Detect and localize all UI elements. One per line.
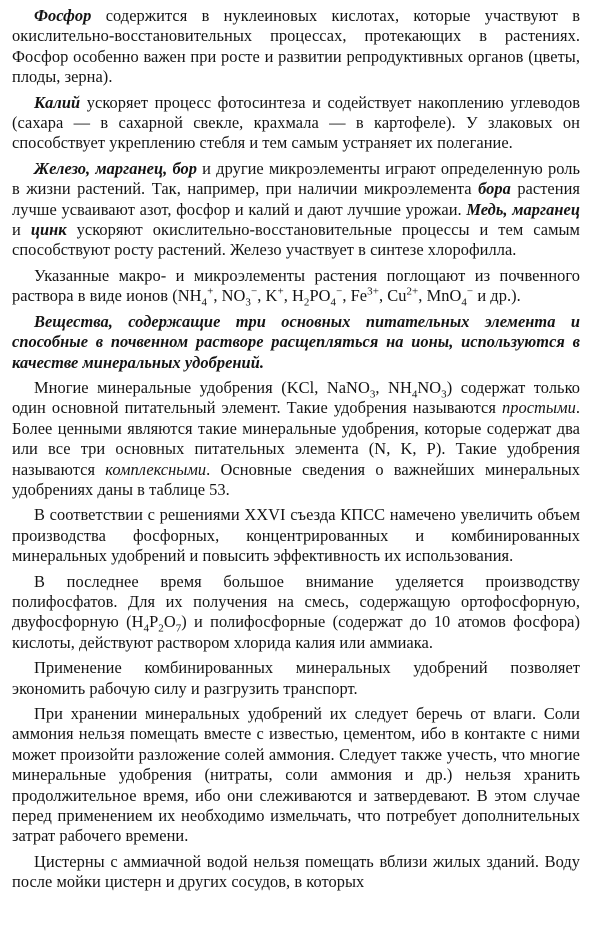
text-run: , Fe — [342, 286, 368, 306]
paragraph-p2 — [12, 93, 580, 154]
text-run: В последнее время большое внимание уделяется производству полифосфатов. Для их получения на смесь, содержащую ортофосфорную, двуфосфорную (H — [12, 571, 580, 632]
text-run-em: цинк — [30, 220, 67, 240]
text-run-sub: 4 — [411, 388, 418, 401]
text-run-em: Калий — [34, 92, 81, 112]
text-run-it: простыми — [501, 398, 576, 418]
text-run-it: комплексными — [105, 459, 207, 479]
text-run: и — [12, 220, 31, 240]
paragraph-p6 — [12, 378, 580, 500]
text-run: , MnO — [418, 286, 462, 306]
paragraph-p10 — [12, 704, 580, 847]
text-run-em: бора — [478, 179, 511, 199]
text-run: содержится в нуклеиновых кислотах, которые участвуют в окислительно-восстановительных процессах, протекающих в растениях. Фосфор особенно важен при росте и развитии репродуктивных органов (цветы, плоды, зерна). — [12, 6, 580, 87]
text-run: растения лучше усваивают азот, фосфор и калий и дают лучшие урожаи. — [12, 179, 580, 219]
text-run: , Cu — [378, 286, 407, 306]
text-run-sup: 3+ — [367, 285, 379, 298]
paragraph-p8 — [12, 572, 580, 654]
text-run-em: Медь, марганец — [466, 199, 580, 219]
paragraph-p7 — [12, 505, 580, 566]
paragraph-p9 — [12, 658, 580, 699]
text-run: ускоряет процесс фотосинтеза и содействует накоплению углеводов (сахара — в сахарной свекле, крахмала — в картофеле). У злаковых он способствует укреплению стебля и тем самым устраняет их полегание. — [12, 92, 580, 153]
text-run: При хранении минеральных удобрений их следует беречь от влаги. Соли аммония нельзя помещать вместе с известью, цементом, ибо в контакте с ними может произойти разложение солей аммония. Следует также учесть, что многие минеральные удобрения (нитраты, соли аммония и др.) нельзя хранить продолжительное время, ибо они слеживаются и затвердевают. В этом случае перед применением их необходимо измельчать, что потребует дополнительных затрат рабочего времени. — [12, 704, 580, 846]
text-run-sub: 3 — [441, 388, 447, 401]
text-run: P — [149, 612, 159, 632]
paragraph-p1 — [12, 6, 580, 88]
text-run: ускоряют окислительно-восстановительные процессы и тем самым способствуют росту растений. Железо участвует в синтезе хлорофилла. — [12, 220, 580, 260]
text-run-sub: 4 — [201, 296, 208, 309]
text-run: Многие минеральные удобрения (KCl, NaNO — [34, 377, 370, 397]
text-run: и другие микроэлементы играют определенную роль в жизни растений. Так, например, при наличии микроэлемента — [12, 158, 580, 199]
text-run-sup: 2+ — [406, 285, 419, 298]
text-run-sup: + — [277, 285, 284, 298]
text-run: NO — [417, 377, 442, 397]
text-run-sub: 4 — [330, 296, 337, 309]
text-run: и др.). — [473, 286, 521, 306]
paragraph-p11 — [12, 852, 580, 893]
text-run-em: Фосфор — [34, 6, 92, 25]
text-run: ) и полифосфорные (содержат до 10 атомов фосфора) кислоты, действуют раствором хлорида калия или аммиака. — [12, 612, 581, 652]
paragraph-p4 — [12, 266, 580, 307]
text-run: Указанные макро- и микроэлементы растения поглощают из почвенного раствора в виде ионов (NH — [12, 265, 580, 306]
text-run-sup: − — [466, 285, 474, 298]
text-run: O — [163, 612, 176, 632]
text-run-sup: + — [207, 285, 214, 298]
text-run-sub: 7 — [175, 622, 182, 635]
text-run: В соответствии с решениями XXVI съезда КПСС намечено увеличить объем производства фосфорных, концентрированных и комбинированных минеральных удобрений и повысить эффективность их использования. — [12, 505, 580, 566]
text-run-sub: 3 — [369, 388, 376, 401]
text-run: . Более ценными являются такие минеральные удобрения, которые содержат два или все три основных питательных элемента (N, K, P). Такие удобрения называются — [12, 398, 580, 479]
text-run: PO — [309, 286, 331, 306]
text-run-sub: 4 — [143, 622, 150, 635]
text-run: Применение комбинированных минеральных удобрений позволяет экономить рабочую силу и разгрузить транспорт. — [12, 658, 580, 698]
text-run: . Основные сведения о важнейших минеральных удобрениях даны в таблице 53. — [12, 459, 580, 499]
text-run-em: Железо, марганец, бор — [34, 158, 197, 178]
text-run-sub: 3 — [245, 296, 251, 309]
text-run: , K — [257, 286, 278, 306]
text-run-sub: 2 — [303, 296, 310, 309]
text-run: , NH — [375, 377, 412, 397]
text-run-sub: 4 — [461, 296, 467, 309]
text-run: , H — [283, 286, 304, 306]
text-run-sup: − — [250, 285, 258, 298]
text-run: , NO — [213, 286, 246, 306]
text-run: Цистерны с аммиачной водой нельзя помещать вблизи жилых зданий. Воду после мойки цистерн и других сосудов, в которых — [12, 851, 580, 892]
paragraph-p3 — [12, 159, 580, 261]
paragraph-p5 — [12, 312, 580, 373]
text-run-sup: − — [336, 285, 343, 298]
text-run: ) содержат только один основной питательный элемент. Такие удобрения называются — [12, 377, 580, 418]
text-run-sub: 2 — [158, 622, 164, 635]
text-run: Вещества, содержащие три основных питательных элемента и способные в почвенном растворе расщепляться на ионы, используются в качестве минеральных удобрений. — [12, 311, 580, 372]
